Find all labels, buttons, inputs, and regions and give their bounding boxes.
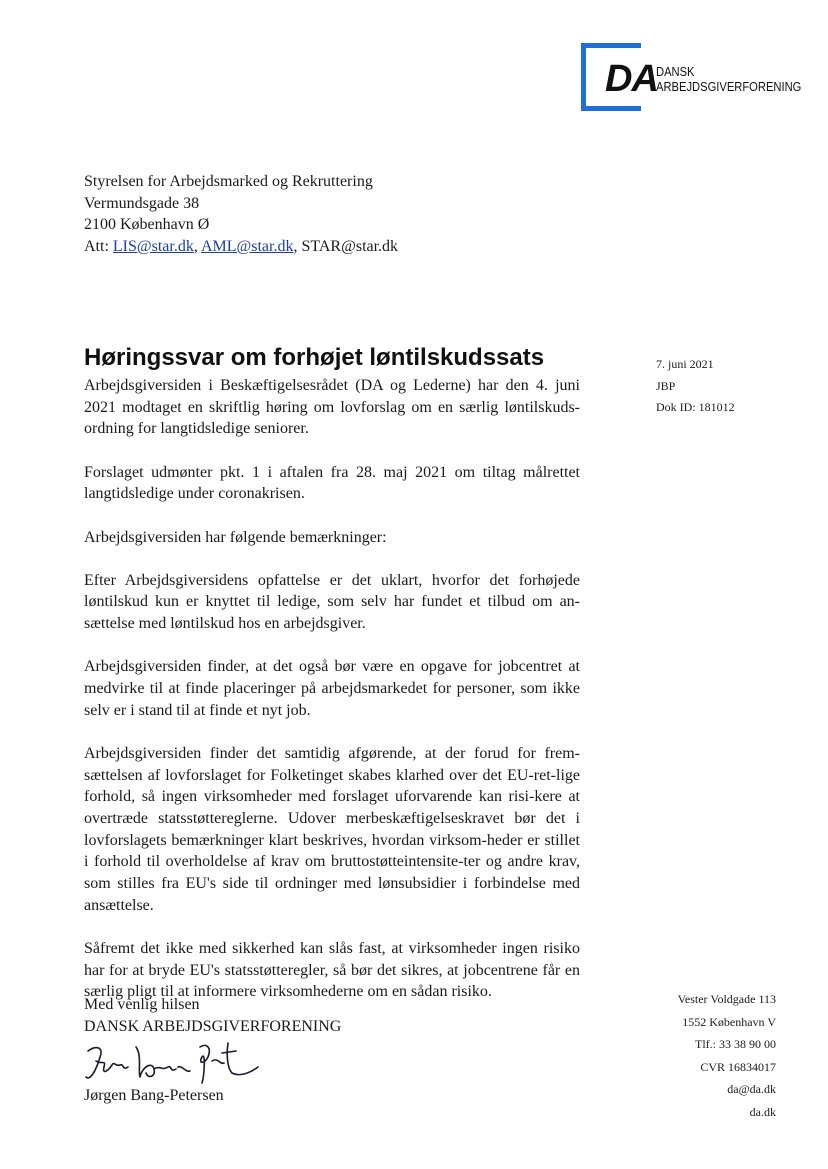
logo-mark: DA <box>605 58 658 100</box>
footer-web[interactable]: da.dk <box>749 1104 776 1119</box>
recipient-line1: Styrelsen for Arbejdsmarked og Rekruttering <box>84 173 373 190</box>
signer-name: Jørgen Bang-Petersen <box>84 1087 224 1104</box>
body-paragraph-1: Arbejdsgiversiden i Beskæftigelsesrådet (DA og Lederne) har den 4. juni 2021 modtaget en skriftlig høring om lovforslag om en særlig løntilskuds-ordning for langtidsledige seniorer. <box>84 377 580 438</box>
body-paragraph-7: Såfremt det ikke med sikkerhed kan slås fast, at virksomheder ingen risiko har for at bryde EU's statsstøtteregler, så bør det sikres, at jobcentrene får en særlig pligt til at informere virksomhederne om en sådan risiko. <box>84 940 580 1001</box>
logo-name-line2: ARBEJDSGIVERFORENING <box>656 79 802 94</box>
closing-block <box>84 994 341 1037</box>
footer-phone: Tlf.: 33 38 90 00 <box>695 1037 776 1051</box>
body-paragraph-3: Arbejdsgiversiden har følgende bemærkninger: <box>84 528 387 546</box>
handwritten-signature <box>82 1037 262 1091</box>
document-title: Høringssvar om forhøjet løntilskudssats <box>84 344 545 371</box>
recipient-line3: 2100 København Ø <box>84 216 210 233</box>
email-star: STAR@star.dk <box>301 237 399 255</box>
att-label: Att: <box>84 237 113 255</box>
letter-body <box>84 375 580 1025</box>
footer-street: Vester Voldgade 113 <box>677 992 776 1006</box>
closing-organisation: DANSK ARBEJDSGIVERFORENING <box>84 1017 342 1035</box>
meta-initials: JBP <box>656 378 676 393</box>
email-link-lis[interactable]: LIS@star.dk <box>112 237 194 255</box>
body-paragraph-4: Efter Arbejdsgiversidens opfattelse er det uklart, hvorfor det forhøjede løntilskud kun er knyttet til ledige, som selv har fundet et tilbud om an-sættelse med løntilskud hos en arbejdsgiver. <box>84 571 580 633</box>
logo-wordmark <box>656 64 801 94</box>
separator: , <box>293 237 302 255</box>
body-paragraph-6: Arbejdsgiversiden finder det samtidig afgørende, at der forud for frem-sættelsen af lovforslaget for Folketinget skabes klarhed over det EU-ret-lige forhold, så ingen virksomheder med forslaget uforvarende kan risi-kere at overtræde statsstøttereglerne. Udover merbeskæftigelseskravet bør det i lovforslagets bemærkninger klart beskrives, hvordan virksom-heder er stillet i forhold til overholdelse af krav om bruttostøtteintensite-ter og andre krav, som stilles fra EU's side til ordninger med lønsubsidier i forbindelse med ansættelse. <box>84 744 580 914</box>
footer-email[interactable]: da@da.dk <box>727 1082 776 1096</box>
recipient-address <box>84 171 398 257</box>
sender-contact <box>678 988 776 1123</box>
meta-date: 7. juni 2021 <box>656 357 714 371</box>
email-link-aml[interactable]: AML@star.dk <box>200 237 294 255</box>
recipient-line2: Vermundsgade 38 <box>84 194 200 212</box>
recipient-att-line <box>84 236 398 258</box>
separator: , <box>193 237 201 255</box>
footer-cvr: CVR 16834017 <box>700 1059 776 1074</box>
logo-name-line1: DANSK <box>656 64 695 79</box>
body-paragraph-2: Forslaget udmønter pkt. 1 i aftalen fra 28. maj 2021 om tiltag målrettet langtidsledige under coronakrisen. <box>84 463 580 503</box>
document-meta <box>656 354 735 419</box>
body-paragraph-5: Arbejdsgiversiden finder, at det også bør være en opgave for jobcentret at medvirke til at finde placeringer på arbejdsmarkedet for personer, som ikke selv er i stand til at finde et nyt job. <box>84 658 580 719</box>
meta-doc-id: Dok ID: 181012 <box>656 400 735 414</box>
footer-city: 1552 København V <box>682 1014 776 1029</box>
closing-greeting: Med venlig hilsen <box>84 996 200 1013</box>
